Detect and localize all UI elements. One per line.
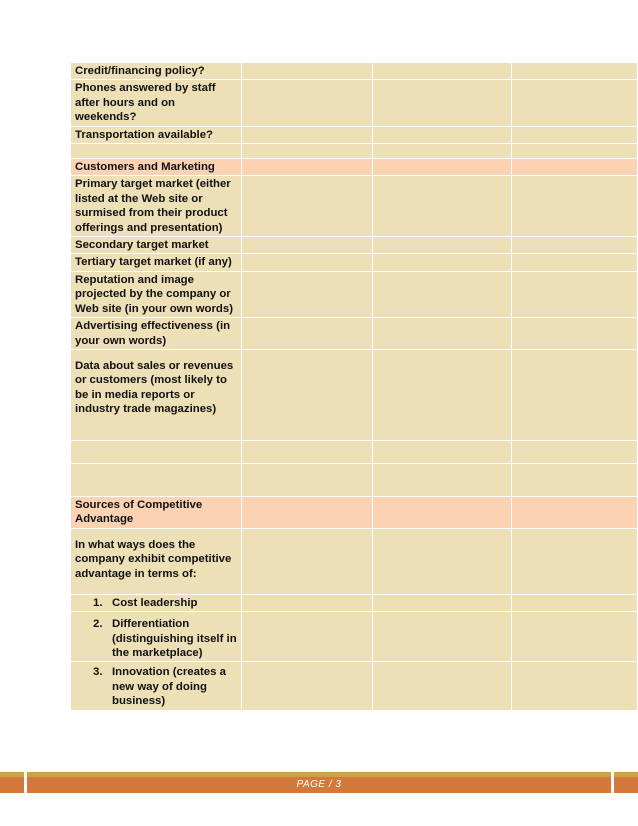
- table-cell[interactable]: [242, 528, 373, 594]
- table-cell[interactable]: [373, 463, 512, 496]
- list-number: 3.: [93, 666, 103, 679]
- table-row: [71, 176, 638, 237]
- table-cell[interactable]: [512, 440, 638, 463]
- table-cell[interactable]: [512, 463, 638, 496]
- table-cell[interactable]: [512, 126, 638, 143]
- table-cell[interactable]: [242, 254, 373, 271]
- table-cell[interactable]: [242, 440, 373, 463]
- table-cell[interactable]: [373, 80, 512, 126]
- section-header-row: [71, 159, 638, 176]
- table-cell[interactable]: [512, 528, 638, 594]
- table-row-empty: [71, 463, 638, 496]
- row-label-sales-data: Data about sales or revenues or customers (most likely to be in media reports or industry trade magazines): [71, 349, 242, 440]
- table-cell[interactable]: [373, 254, 512, 271]
- list-item-text: Differentiation (distinguishing itself in the marketplace): [112, 618, 237, 659]
- table-cell[interactable]: [242, 126, 373, 143]
- row-label-ways: In what ways does the company exhibit competitive advantage in terms of:: [71, 528, 242, 594]
- table-cell[interactable]: [242, 662, 373, 710]
- comparison-table: [70, 62, 638, 711]
- row-label-phones: Phones answered by staff after hours and on weekends?: [71, 80, 242, 126]
- row-label-advertising: Advertising effectiveness (in your own words): [71, 318, 242, 350]
- table-cell[interactable]: [242, 463, 373, 496]
- row-label-reputation: Reputation and image projected by the company or Web site (in your own words): [71, 271, 242, 317]
- row-label-credit: Credit/financing policy?: [71, 63, 242, 80]
- row-label-transport: Transportation available?: [71, 126, 242, 143]
- row-label-primary-target: Primary target market (either listed at the Web site or surmised from their product offerings and presentation): [71, 176, 242, 237]
- table-cell[interactable]: [512, 318, 638, 350]
- table-cell[interactable]: [512, 271, 638, 317]
- table-cell[interactable]: [242, 271, 373, 317]
- table-cell[interactable]: [242, 594, 373, 611]
- table-cell[interactable]: [242, 80, 373, 126]
- table-cell[interactable]: [71, 144, 242, 159]
- table-row: [71, 254, 638, 271]
- row-label-secondary-target: Secondary target market: [71, 237, 242, 254]
- table-cell: [512, 159, 638, 176]
- table-cell[interactable]: [512, 349, 638, 440]
- page-number: PAGE / 3: [296, 779, 342, 790]
- table-row-empty: [71, 440, 638, 463]
- table-cell: [373, 496, 512, 528]
- list-number: 1.: [93, 596, 103, 609]
- table-cell[interactable]: [373, 662, 512, 710]
- table-cell[interactable]: [373, 318, 512, 350]
- table-cell[interactable]: [242, 176, 373, 237]
- table-cell[interactable]: [512, 80, 638, 126]
- table-cell[interactable]: [242, 63, 373, 80]
- table-cell[interactable]: [512, 237, 638, 254]
- row-label-differentiation: [71, 612, 242, 662]
- table-cell[interactable]: [512, 612, 638, 662]
- table-cell[interactable]: [242, 237, 373, 254]
- table-cell[interactable]: [373, 176, 512, 237]
- list-item-text: Cost leadership: [112, 596, 198, 609]
- table-cell: [242, 496, 373, 528]
- table-cell[interactable]: [373, 144, 512, 159]
- table-cell[interactable]: [512, 254, 638, 271]
- table-row: [71, 271, 638, 317]
- table-cell[interactable]: [242, 144, 373, 159]
- table-cell[interactable]: [242, 318, 373, 350]
- table-row: [71, 612, 638, 662]
- table-cell: [512, 496, 638, 528]
- table-cell[interactable]: [71, 440, 242, 463]
- section-header-customers: Customers and Marketing: [71, 159, 242, 176]
- section-header-row: [71, 496, 638, 528]
- table-cell[interactable]: [373, 126, 512, 143]
- list-number: 2.: [93, 618, 103, 631]
- table-cell[interactable]: [242, 349, 373, 440]
- table-row: [71, 63, 638, 80]
- table-cell[interactable]: [373, 440, 512, 463]
- table-row: [71, 126, 638, 143]
- table-cell[interactable]: [373, 612, 512, 662]
- table-row: [71, 662, 638, 710]
- table-row: [71, 528, 638, 594]
- table-cell[interactable]: [512, 662, 638, 710]
- table-cell[interactable]: [373, 271, 512, 317]
- table-cell[interactable]: [373, 237, 512, 254]
- table-cell[interactable]: [512, 594, 638, 611]
- table-cell[interactable]: [242, 612, 373, 662]
- table-cell[interactable]: [71, 463, 242, 496]
- table-row: [71, 349, 638, 440]
- table-row: [71, 80, 638, 126]
- table-cell[interactable]: [512, 176, 638, 237]
- table-cell[interactable]: [373, 63, 512, 80]
- list-item-text: Innovation (creates a new way of doing business): [112, 666, 226, 708]
- table-cell: [242, 159, 373, 176]
- table-cell[interactable]: [373, 594, 512, 611]
- table-cell[interactable]: [512, 63, 638, 80]
- table-row: [71, 318, 638, 350]
- row-label-innovation: [71, 662, 242, 710]
- table-cell[interactable]: [512, 144, 638, 159]
- table-cell: [373, 159, 512, 176]
- table-row: [71, 594, 638, 611]
- table-row: [71, 237, 638, 254]
- table-cell[interactable]: [373, 528, 512, 594]
- row-label-cost-leadership: [71, 594, 242, 611]
- section-header-competitive-advantage: Sources of Competitive Advantage: [71, 496, 242, 528]
- table-cell[interactable]: [373, 349, 512, 440]
- row-label-tertiary-target: Tertiary target market (if any): [71, 254, 242, 271]
- table-row-empty: [71, 144, 638, 159]
